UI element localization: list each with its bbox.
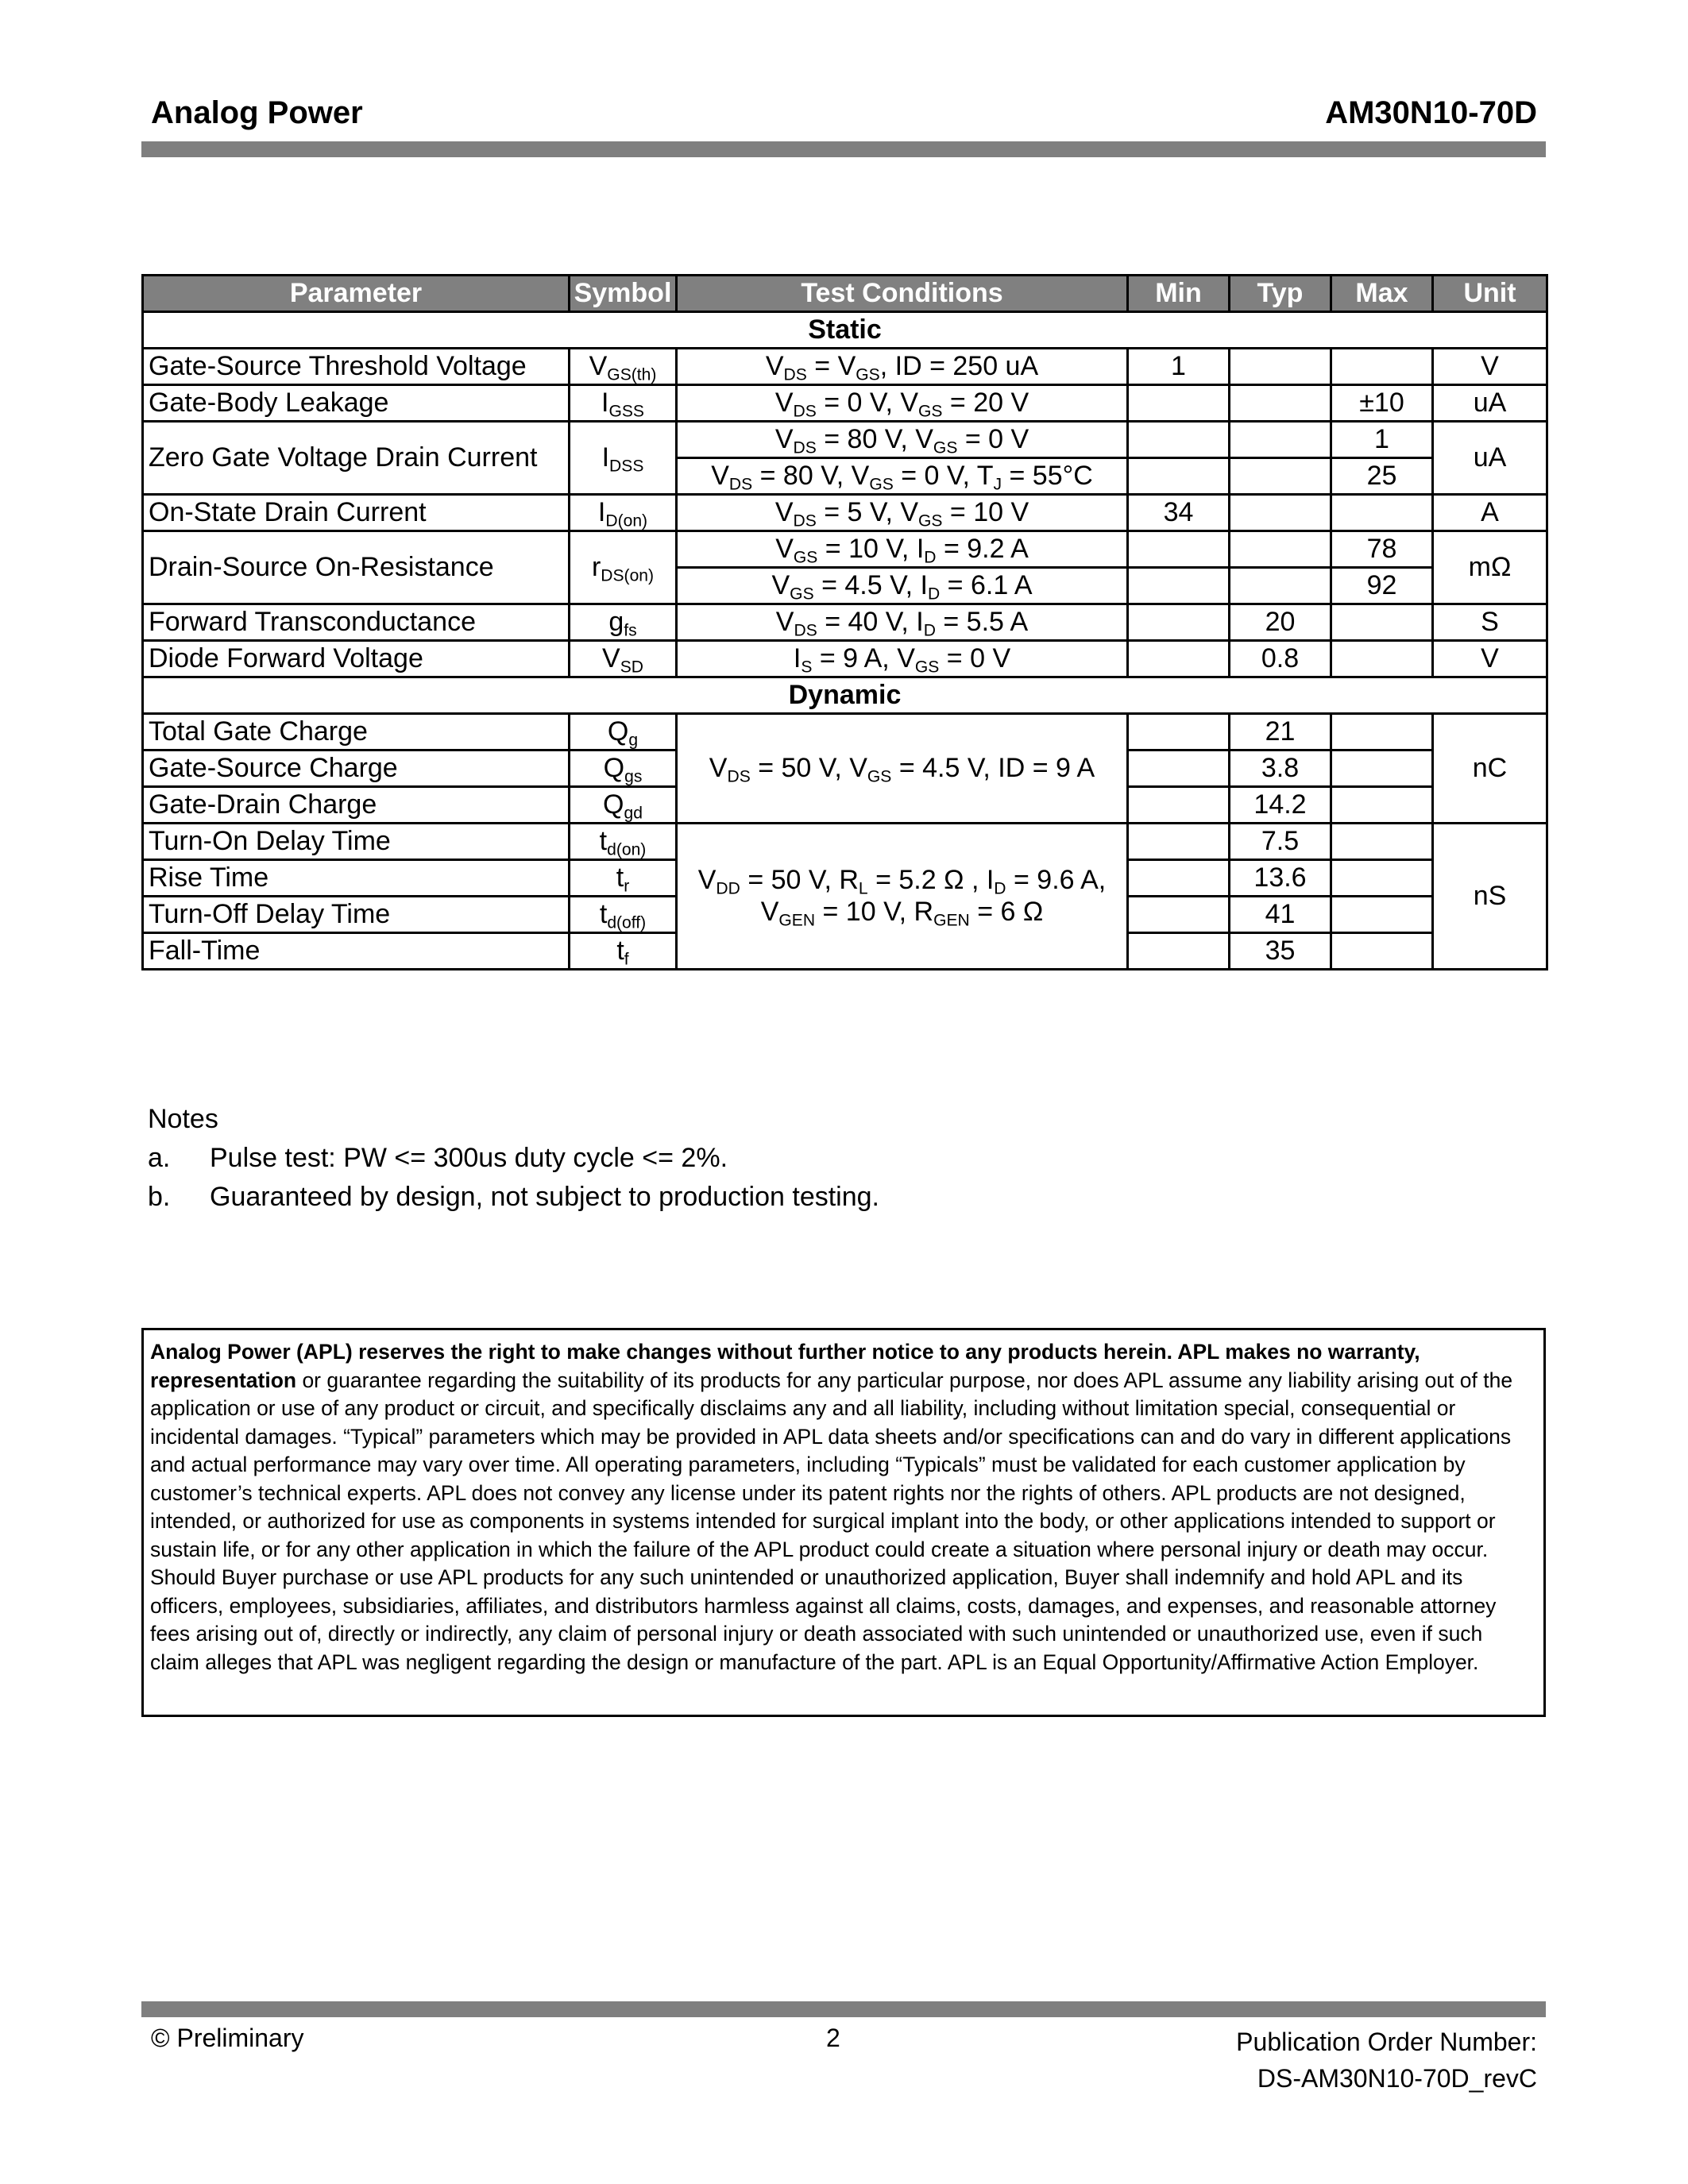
typ-cell: 14.2 bbox=[1230, 787, 1331, 824]
disclaimer-bold-text: Analog Power (APL) reserves the right to make changes without further notice to any products herein. APL makes no warranty, representation bbox=[150, 1340, 1420, 1392]
min-cell bbox=[1128, 860, 1230, 897]
typ-cell bbox=[1230, 385, 1331, 422]
note-item bbox=[148, 1139, 879, 1178]
unit-cell: S bbox=[1433, 604, 1547, 641]
unit-cell: nS bbox=[1433, 824, 1547, 970]
typ-cell: 13.6 bbox=[1230, 860, 1331, 897]
param-cell: Drain-Source On-Resistance bbox=[143, 531, 570, 604]
typ-cell: 3.8 bbox=[1230, 751, 1331, 787]
symbol-cell: $t_{d(on)}$ bbox=[570, 824, 677, 860]
unit-cell: uA bbox=[1433, 385, 1547, 422]
max-cell bbox=[1331, 751, 1433, 787]
param-cell: Forward Transconductance bbox=[143, 604, 570, 641]
conditions-cell: $V_{DD} = 50$ V, $R_L = 5.2$ Ω , $I_D = 9.6$ A, $V_{GEN} = 10$ V, $R_{GEN} = 6$ Ω bbox=[677, 824, 1128, 970]
typ-cell bbox=[1230, 531, 1331, 568]
param-cell: Turn-Off Delay Time bbox=[143, 897, 570, 933]
max-cell bbox=[1331, 495, 1433, 531]
part-number: AM30N10-70D bbox=[1325, 95, 1537, 130]
symbol-cell: $I_{GSS}$ bbox=[570, 385, 677, 422]
publication-order bbox=[1236, 2024, 1537, 2097]
symbol-cell: $V_{SD}$ bbox=[570, 641, 677, 677]
typ-cell bbox=[1230, 349, 1331, 385]
symbol-cell: $t_f$ bbox=[570, 933, 677, 970]
disclaimer-box bbox=[141, 1328, 1546, 1717]
min-cell bbox=[1128, 604, 1230, 641]
min-cell: 34 bbox=[1128, 495, 1230, 531]
conditions-cell: $I_S = 9$ A, $V_{GS} = 0$ V bbox=[677, 641, 1128, 677]
table-row bbox=[143, 641, 1547, 677]
electrical-characteristics-table bbox=[141, 274, 1548, 970]
disclaimer-text: or guarantee regarding the suitability of its products for any particular purpose, nor does APL assume any liability arising out of the application or use of any product or circuit, and specifically disclaims any and all liability, including without limitation special, consequential or incidental damages. “Typical” parameters which may be provided in APL data sheets and/or specifications can and do vary in different applications and actual performance may vary over time. All operating parameters, including “Typicals” must be validated for each customer application by customer’s technical experts. APL does not convey any license under its patent rights nor the rights of others. APL products are not designed, intended, or authorized for use as components in systems intended for surgical implant into the body, or other applications intended to support or sustain life, or for any other application in which the failure of the APL product could create a situation where personal injury or death may occur. Should Buyer purchase or use APL products for any such unintended or unauthorized application, Buyer shall indemnify and hold APL and its officers, employees, subsidiaries, affiliates, and distributors harmless against all claims, costs, damages, and expenses, and reasonable attorney fees arising out of, directly or indirectly, any claim of personal injury or death associated with such unintended or unauthorized use, even if such claim alleges that APL was negligent regarding the design or manufacture of the part. APL is an Equal Opportunity/Affirmative Action Employer. bbox=[150, 1368, 1513, 1674]
max-cell bbox=[1331, 349, 1433, 385]
header-divider bbox=[141, 141, 1546, 157]
min-cell bbox=[1128, 714, 1230, 751]
table-row bbox=[143, 531, 1547, 568]
conditions-cell: $V_{DS} = 5$ V, $V_{GS} = 10$ V bbox=[677, 495, 1128, 531]
conditions-cell: $V_{DS} = 80$ V, $V_{GS} = 0$ V, $T_J = 55^\circ C$ bbox=[677, 458, 1128, 495]
section-title-dynamic: Dynamic bbox=[143, 677, 1547, 714]
conditions-cell: $V_{DS} = V_{GS}$, ID = 250 uA bbox=[677, 349, 1128, 385]
col-header-min: Min bbox=[1128, 276, 1230, 312]
max-cell bbox=[1331, 897, 1433, 933]
min-cell bbox=[1128, 897, 1230, 933]
max-cell: 78 bbox=[1331, 531, 1433, 568]
typ-cell bbox=[1230, 422, 1331, 458]
max-cell bbox=[1331, 933, 1433, 970]
section-row-dynamic bbox=[143, 677, 1547, 714]
max-cell: 92 bbox=[1331, 568, 1433, 604]
min-cell bbox=[1128, 385, 1230, 422]
typ-cell: 41 bbox=[1230, 897, 1331, 933]
symbol-cell: $Q_{gd}$ bbox=[570, 787, 677, 824]
typ-cell: 20 bbox=[1230, 604, 1331, 641]
col-header-symbol: Symbol bbox=[570, 276, 677, 312]
table-row bbox=[143, 349, 1547, 385]
conditions-cell: $V_{DS} = 50$ V, $V_{GS} = 4.5$ V, ID = 9 A bbox=[677, 714, 1128, 824]
page-number: 2 bbox=[826, 2024, 840, 2052]
note-text: Pulse test: PW <= 300us duty cycle <= 2%. bbox=[210, 1143, 728, 1173]
table-row bbox=[143, 385, 1547, 422]
note-text: Guaranteed by design, not subject to production testing. bbox=[210, 1182, 879, 1212]
conditions-cell: $V_{DS} = 80$ V, $V_{GS} = 0$ V bbox=[677, 422, 1128, 458]
conditions-cell: $V_{GS} = 10$ V, $I_D = 9.2$ A bbox=[677, 531, 1128, 568]
param-cell: Gate-Source Threshold Voltage bbox=[143, 349, 570, 385]
col-header-typ: Typ bbox=[1230, 276, 1331, 312]
symbol-cell: $I_{D(on)}$ bbox=[570, 495, 677, 531]
conditions-cell: $V_{GS} = 4.5$ V, $I_D = 6.1$ A bbox=[677, 568, 1128, 604]
table-row bbox=[143, 714, 1547, 751]
param-cell: On-State Drain Current bbox=[143, 495, 570, 531]
notes-title: Notes bbox=[148, 1104, 218, 1134]
publication-label: Publication Order Number: bbox=[1236, 2028, 1537, 2056]
unit-cell: V bbox=[1433, 641, 1547, 677]
conditions-cell: $V_{DS} = 40$ V, $I_D = 5.5$ A bbox=[677, 604, 1128, 641]
max-cell bbox=[1331, 787, 1433, 824]
typ-cell bbox=[1230, 458, 1331, 495]
param-cell: Gate-Body Leakage bbox=[143, 385, 570, 422]
symbol-cell: $Q_g$ bbox=[570, 714, 677, 751]
typ-cell: 0.8 bbox=[1230, 641, 1331, 677]
param-cell: Fall-Time bbox=[143, 933, 570, 970]
unit-cell: uA bbox=[1433, 422, 1547, 495]
table-row bbox=[143, 604, 1547, 641]
table-row bbox=[143, 824, 1547, 860]
min-cell bbox=[1128, 824, 1230, 860]
table-row bbox=[143, 422, 1547, 458]
max-cell bbox=[1331, 860, 1433, 897]
publication-number: DS-AM30N10-70D_revC bbox=[1257, 2064, 1537, 2093]
min-cell bbox=[1128, 422, 1230, 458]
min-cell: 1 bbox=[1128, 349, 1230, 385]
section-title-static: Static bbox=[143, 312, 1547, 349]
typ-cell bbox=[1230, 568, 1331, 604]
param-cell: Gate-Drain Charge bbox=[143, 787, 570, 824]
unit-cell: V bbox=[1433, 349, 1547, 385]
typ-cell: 21 bbox=[1230, 714, 1331, 751]
min-cell bbox=[1128, 933, 1230, 970]
col-header-unit: Unit bbox=[1433, 276, 1547, 312]
footer-copyright: © Preliminary bbox=[151, 2024, 304, 2052]
table-row bbox=[143, 495, 1547, 531]
col-header-test-conditions: Test Conditions bbox=[677, 276, 1128, 312]
symbol-cell: $t_{d(off)}$ bbox=[570, 897, 677, 933]
notes-section bbox=[148, 1100, 879, 1217]
max-cell bbox=[1331, 604, 1433, 641]
min-cell bbox=[1128, 787, 1230, 824]
unit-cell: A bbox=[1433, 495, 1547, 531]
col-header-max: Max bbox=[1331, 276, 1433, 312]
typ-cell bbox=[1230, 495, 1331, 531]
max-cell: 25 bbox=[1331, 458, 1433, 495]
section-row-static bbox=[143, 312, 1547, 349]
unit-cell: mΩ bbox=[1433, 531, 1547, 604]
company-name: Analog Power bbox=[151, 95, 363, 130]
param-cell: Zero Gate Voltage Drain Current bbox=[143, 422, 570, 495]
typ-cell: 7.5 bbox=[1230, 824, 1331, 860]
symbol-cell: $Q_{gs}$ bbox=[570, 751, 677, 787]
symbol-cell: $t_r$ bbox=[570, 860, 677, 897]
symbol-cell: $I_{DSS}$ bbox=[570, 422, 677, 495]
max-cell bbox=[1331, 824, 1433, 860]
min-cell bbox=[1128, 641, 1230, 677]
footer-divider bbox=[141, 2001, 1546, 2017]
conditions-cell: $V_{DS} = 0$ V, $V_{GS} = 20$ V bbox=[677, 385, 1128, 422]
param-cell: Total Gate Charge bbox=[143, 714, 570, 751]
col-header-parameter: Parameter bbox=[143, 276, 570, 312]
max-cell bbox=[1331, 641, 1433, 677]
note-label: a. bbox=[148, 1143, 171, 1173]
max-cell: 1 bbox=[1331, 422, 1433, 458]
note-label: b. bbox=[148, 1182, 171, 1212]
min-cell bbox=[1128, 458, 1230, 495]
min-cell bbox=[1128, 568, 1230, 604]
symbol-cell: $V_{GS(th)}$ bbox=[570, 349, 677, 385]
table-header-row bbox=[143, 276, 1547, 312]
min-cell bbox=[1128, 531, 1230, 568]
param-cell: Turn-On Delay Time bbox=[143, 824, 570, 860]
typ-cell: 35 bbox=[1230, 933, 1331, 970]
symbol-cell: $r_{DS(on)}$ bbox=[570, 531, 677, 604]
param-cell: Gate-Source Charge bbox=[143, 751, 570, 787]
symbol-cell: $g_{fs}$ bbox=[570, 604, 677, 641]
max-cell bbox=[1331, 714, 1433, 751]
param-cell: Rise Time bbox=[143, 860, 570, 897]
unit-cell: nC bbox=[1433, 714, 1547, 824]
min-cell bbox=[1128, 751, 1230, 787]
note-item bbox=[148, 1178, 879, 1217]
param-cell: Diode Forward Voltage bbox=[143, 641, 570, 677]
max-cell: ±10 bbox=[1331, 385, 1433, 422]
